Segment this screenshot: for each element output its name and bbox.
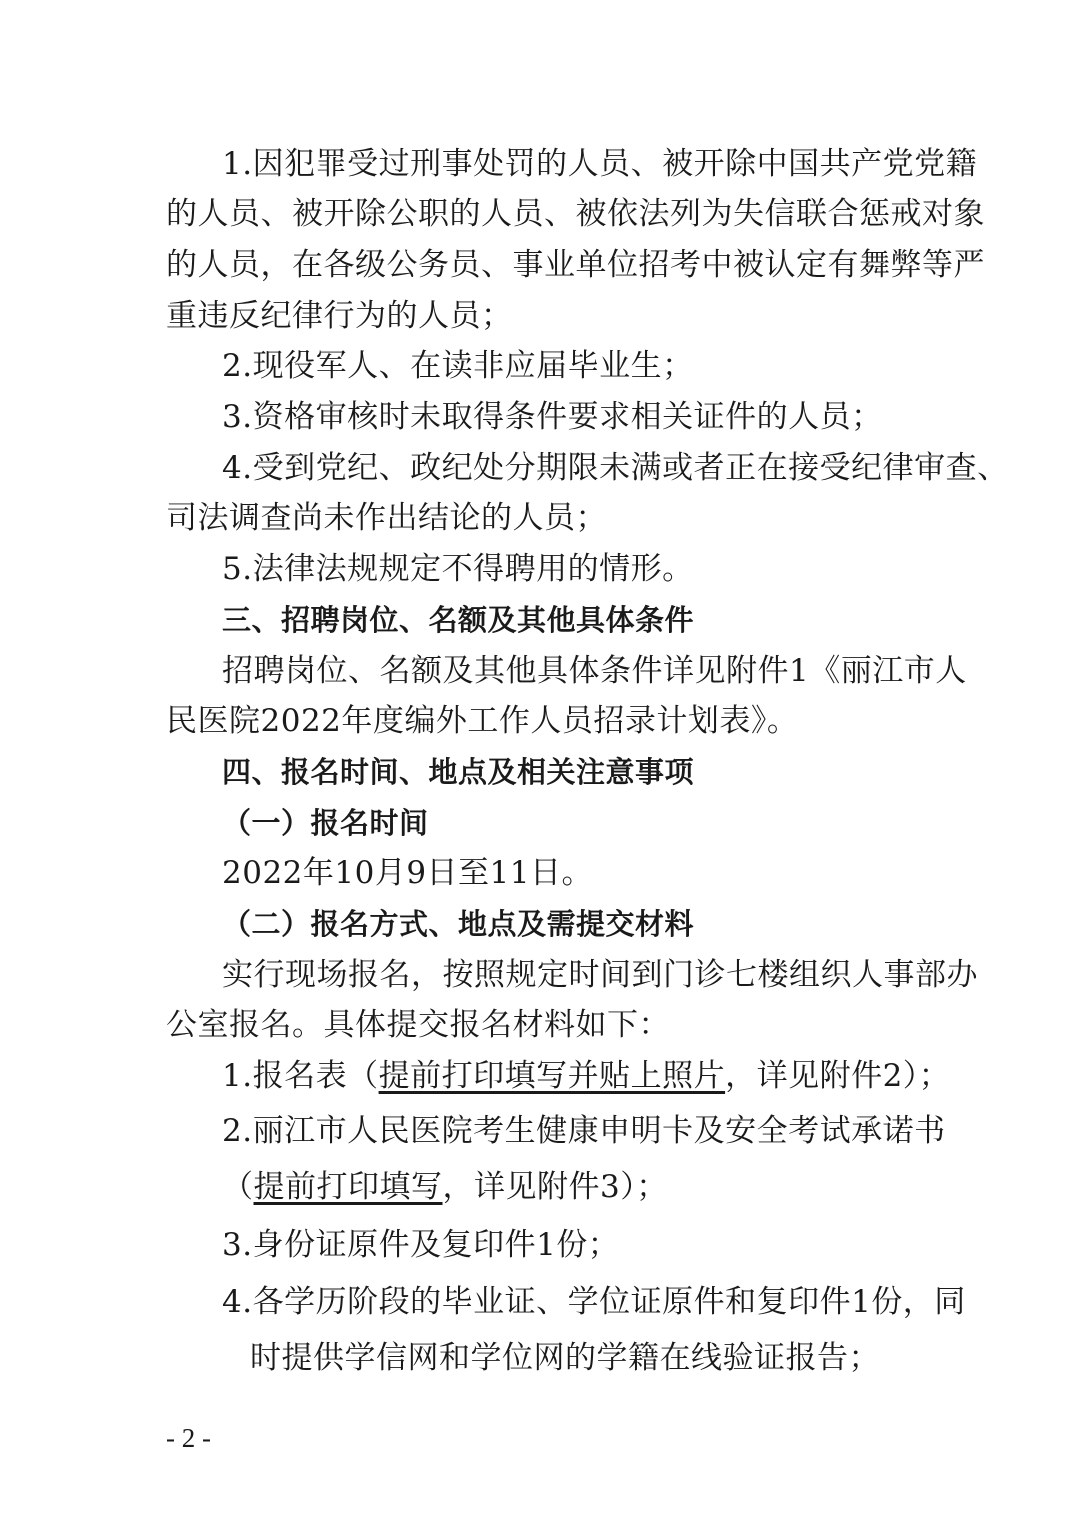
paragraph-line: 2022年10月9日至11日。 xyxy=(222,855,594,891)
list-item: 4.受到党纪、政纪处分期限未满或者正在接受纪律审查、 xyxy=(222,450,1009,486)
list-item: 2.现役军人、在读非应届毕业生； xyxy=(222,348,694,384)
list-item: 3.资格审核时未取得条件要求相关证件的人员； xyxy=(222,399,883,435)
item-text: （ xyxy=(222,1169,254,1205)
paragraph-line: 司法调查尚未作出结论的人员； xyxy=(166,500,607,536)
item-text: ，详见附件3）； xyxy=(442,1169,668,1205)
paragraph-line: 实行现场报名，按照规定时间到门诊七楼组织人事部办 xyxy=(222,957,978,993)
underlined-text: 提前打印填写 xyxy=(253,1169,443,1205)
subsection-heading: （二）报名方式、地点及需提交材料 xyxy=(222,907,695,941)
paragraph-line: 的人员，在各级公务员、事业单位招考中被认定有舞弊等严 xyxy=(166,247,985,283)
section-heading: 三、招聘岗位、名额及其他具体条件 xyxy=(222,603,695,637)
list-item: 4.各学历阶段的毕业证、学位证原件和复印件1份，同 xyxy=(222,1284,966,1320)
paragraph-line: 民医院2022年度编外工作人员招录计划表》。 xyxy=(166,703,799,739)
list-item: 2.丽江市人民医院考生健康申明卡及安全考试承诺书 xyxy=(222,1113,946,1149)
list-item xyxy=(222,1167,916,1207)
section-heading: 四、报名时间、地点及相关注意事项 xyxy=(222,755,695,789)
paragraph-line: 公室报名。具体提交报名材料如下： xyxy=(166,1007,670,1043)
list-item xyxy=(222,1056,951,1096)
paragraph-line: 重违反纪律行为的人员； xyxy=(166,298,513,334)
item-text: ，详见附件2）； xyxy=(725,1058,951,1094)
subsection-heading: （一）报名时间 xyxy=(222,806,429,840)
page-number: - 2 - xyxy=(166,1423,211,1453)
item-text: 1.报名表（ xyxy=(222,1058,379,1094)
list-item: 3.身份证原件及复印件1份； xyxy=(222,1227,620,1263)
paragraph-line: 招聘岗位、名额及其他具体条件详见附件1《丽江市人 xyxy=(222,653,967,689)
underlined-text: 提前打印填写并贴上照片 xyxy=(378,1058,726,1094)
paragraph-line: 的人员、被开除公职的人员、被依法列为失信联合惩戒对象 xyxy=(166,196,985,232)
list-item: 5.法律法规规定不得聘用的情形。 xyxy=(222,551,694,587)
list-item: 时提供学信网和学位网的学籍在线验证报告； xyxy=(250,1340,880,1376)
paragraph-line: 1.因犯罪受过刑事处罚的人员、被开除中国共产党党籍 xyxy=(222,146,978,182)
